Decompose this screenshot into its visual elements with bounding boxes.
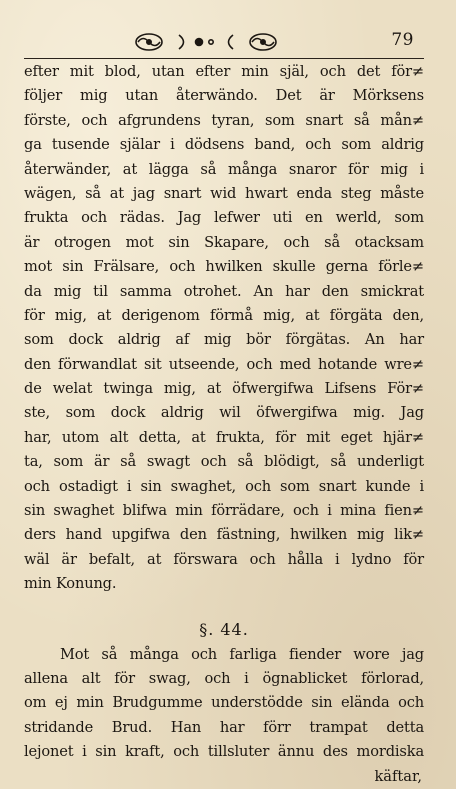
section-gap (24, 597, 424, 617)
running-header (24, 28, 424, 59)
text-line: frukta och rädas. Jag lefwer uti en werld, som (24, 209, 424, 227)
text-line: wäl är befalt, at förswara och hålla i lydno för (24, 550, 424, 568)
text-line: mot sin Frälsare, och hwilken skulle gerna förle≠ (24, 258, 424, 276)
text-line: ga tusende själar i dödsens band, och som aldrig (24, 136, 424, 154)
fleuron-ornament-icon (129, 30, 289, 54)
text-line: som dock aldrig af mig bör förgätas. An har (24, 331, 424, 349)
text-line: da mig til samma otrohet. An har den smickrat (24, 282, 424, 300)
text-line: ta, som är så swagt och så blödigt, så underligt (24, 453, 424, 471)
text-line: wägen, så at jag snart wid hwart enda steg måste (24, 184, 424, 202)
text-line: lejonet i sin kraft, och tillsluter ännu des mordiska (24, 743, 424, 761)
text-line: Mot så många och farliga fiender wore jag (60, 645, 424, 663)
page-number: 79 (391, 30, 414, 50)
section-heading: §. 44. (199, 619, 249, 639)
text-line: förste, och afgrundens tyran, som snart så mån≠ (24, 111, 424, 129)
text-line: följer mig utan återwändo. Det är Mörksens (24, 87, 424, 105)
catchword: käftar, (374, 767, 422, 785)
text-line: och ostadigt i sin swaghet, och som snart kunde i (24, 477, 424, 495)
text-line: för mig, at derigenom förmå mig, at förgäta den, (24, 306, 424, 324)
text-line: är otrogen mot sin Skapare, och så otacksam (24, 233, 424, 251)
text-line: ders hand upgifwa den fästning, hwilken mig lik≠ (24, 526, 424, 544)
text-line: sin swaghet blifwa min förrädare, och i mina fien≠ (24, 502, 424, 520)
text-line: om ej min Brudgumme understödde sin elända och (24, 694, 424, 712)
text-line: stridande Brud. Han har förr trampat detta (24, 718, 424, 736)
text-line: min Konung. (24, 575, 117, 593)
text-line: de welat twinga mig, at öfwergifwa Lifsens För≠ (24, 380, 424, 398)
text-line: återwänder, at lägga så många snaror för mig i (24, 160, 424, 178)
text-line: den förwandlat sit utseende, och med hotande wre≠ (24, 355, 424, 373)
text-line: har, utom alt detta, at frukta, för mit eget hjär≠ (24, 428, 424, 446)
text-line: ste, som dock aldrig wil öfwergifwa mig. Jag (24, 404, 424, 422)
text-line: efter mit blod, utan efter min själ, och det för≠ (24, 63, 424, 80)
text-line: allena alt för swag, och i ögnablicket förlorad, (24, 669, 424, 687)
body-text (24, 60, 424, 789)
